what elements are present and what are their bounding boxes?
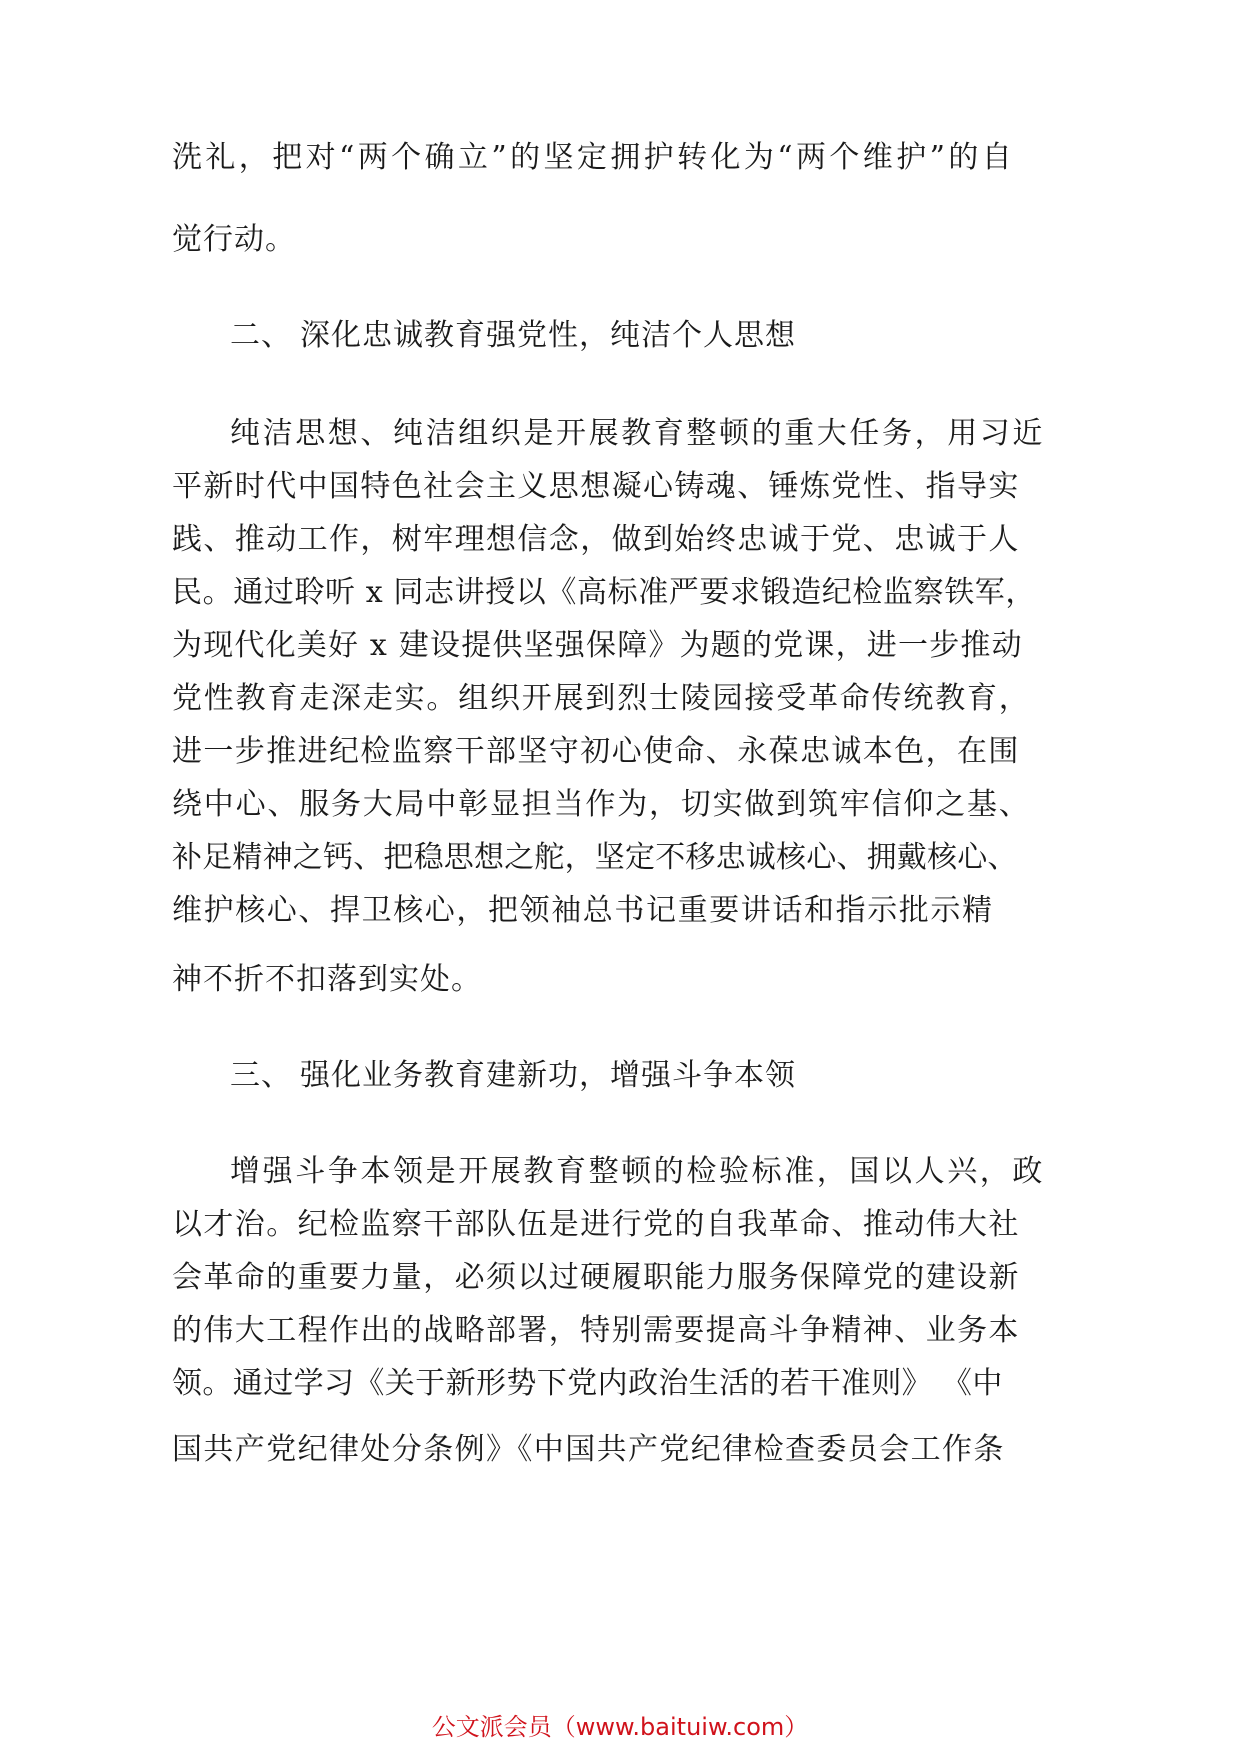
para3-line-5: 领。通过学习《关于新形势下党内政治生活的若干准则》 《中 xyxy=(172,1366,1003,1401)
section-number: 三、 xyxy=(230,1058,292,1093)
section-heading-3 xyxy=(230,1058,796,1094)
footer-watermark: 公文派会员（www.baituiw.com） xyxy=(431,1713,809,1741)
para3-line-4: 的伟大工程作出的战略部署，特别需要提高斗争精神、业务本 xyxy=(172,1313,1020,1348)
section-heading-2 xyxy=(230,318,796,354)
para2-line-2: 平新时代中国特色社会主义思想凝心铸魂、锤炼党性、指导实 xyxy=(172,469,1020,504)
para1-line-2: 觉行动。 xyxy=(172,222,296,257)
para2-line-4: 民。通过聆听 x 同志讲授以《高标准严要求锻造纪检监察铁军， xyxy=(172,575,1036,610)
para3-line-1: 增强斗争本领是开展教育整顿的检验标准，国以人兴，政 xyxy=(230,1154,1045,1189)
para2-line-1: 纯洁思想、纯洁组织是开展教育整顿的重大任务，用习近 xyxy=(230,416,1045,451)
para2-line-7: 进一步推进纪检监察干部坚守初心使命、永葆忠诚本色，在围 xyxy=(172,734,1020,769)
section-number: 二、 xyxy=(230,318,292,353)
para2-line-6: 党性教育走深走实。组织开展到烈士陵园接受革命传统教育， xyxy=(172,681,1031,716)
para2-line-5: 为现代化美好 x 建设提供坚强保障》为题的党课，进一步推动 xyxy=(172,628,1023,663)
section-title: 强化业务教育建新功，增强斗争本领 xyxy=(300,1058,796,1093)
para2-line-8: 绕中心、服务大局中彰显担当作为，切实做到筑牢信仰之基、 xyxy=(172,787,1031,822)
para2-line-10: 维护核心、捍卫核心，把领袖总书记重要讲话和指示批示精 xyxy=(172,893,994,928)
para2-line-11: 神不折不扣落到实处。 xyxy=(172,962,482,997)
para2-line-9: 补足精神之钙、把稳思想之舵，坚定不移忠诚核心、拥戴核心、 xyxy=(172,840,1018,875)
para3-line-6: 国共产党纪律处分条例》《中国共产党纪律检查委员会工作条 xyxy=(172,1432,1005,1467)
para1-line-1: 洗礼，把对“两个确立”的坚定拥护转化为“两个维护”的自 xyxy=(172,140,1016,175)
para3-line-3: 会革命的重要力量，必须以过硬履职能力服务保障党的建设新 xyxy=(172,1260,1020,1295)
section-title: 深化忠诚教育强党性，纯洁个人思想 xyxy=(300,318,796,353)
para3-line-2: 以才治。纪检监察干部队伍是进行党的自我革命、推动伟大社 xyxy=(172,1207,1020,1242)
para2-line-3: 践、推动工作，树牢理想信念，做到始终忠诚于党、忠诚于人 xyxy=(172,522,1020,557)
